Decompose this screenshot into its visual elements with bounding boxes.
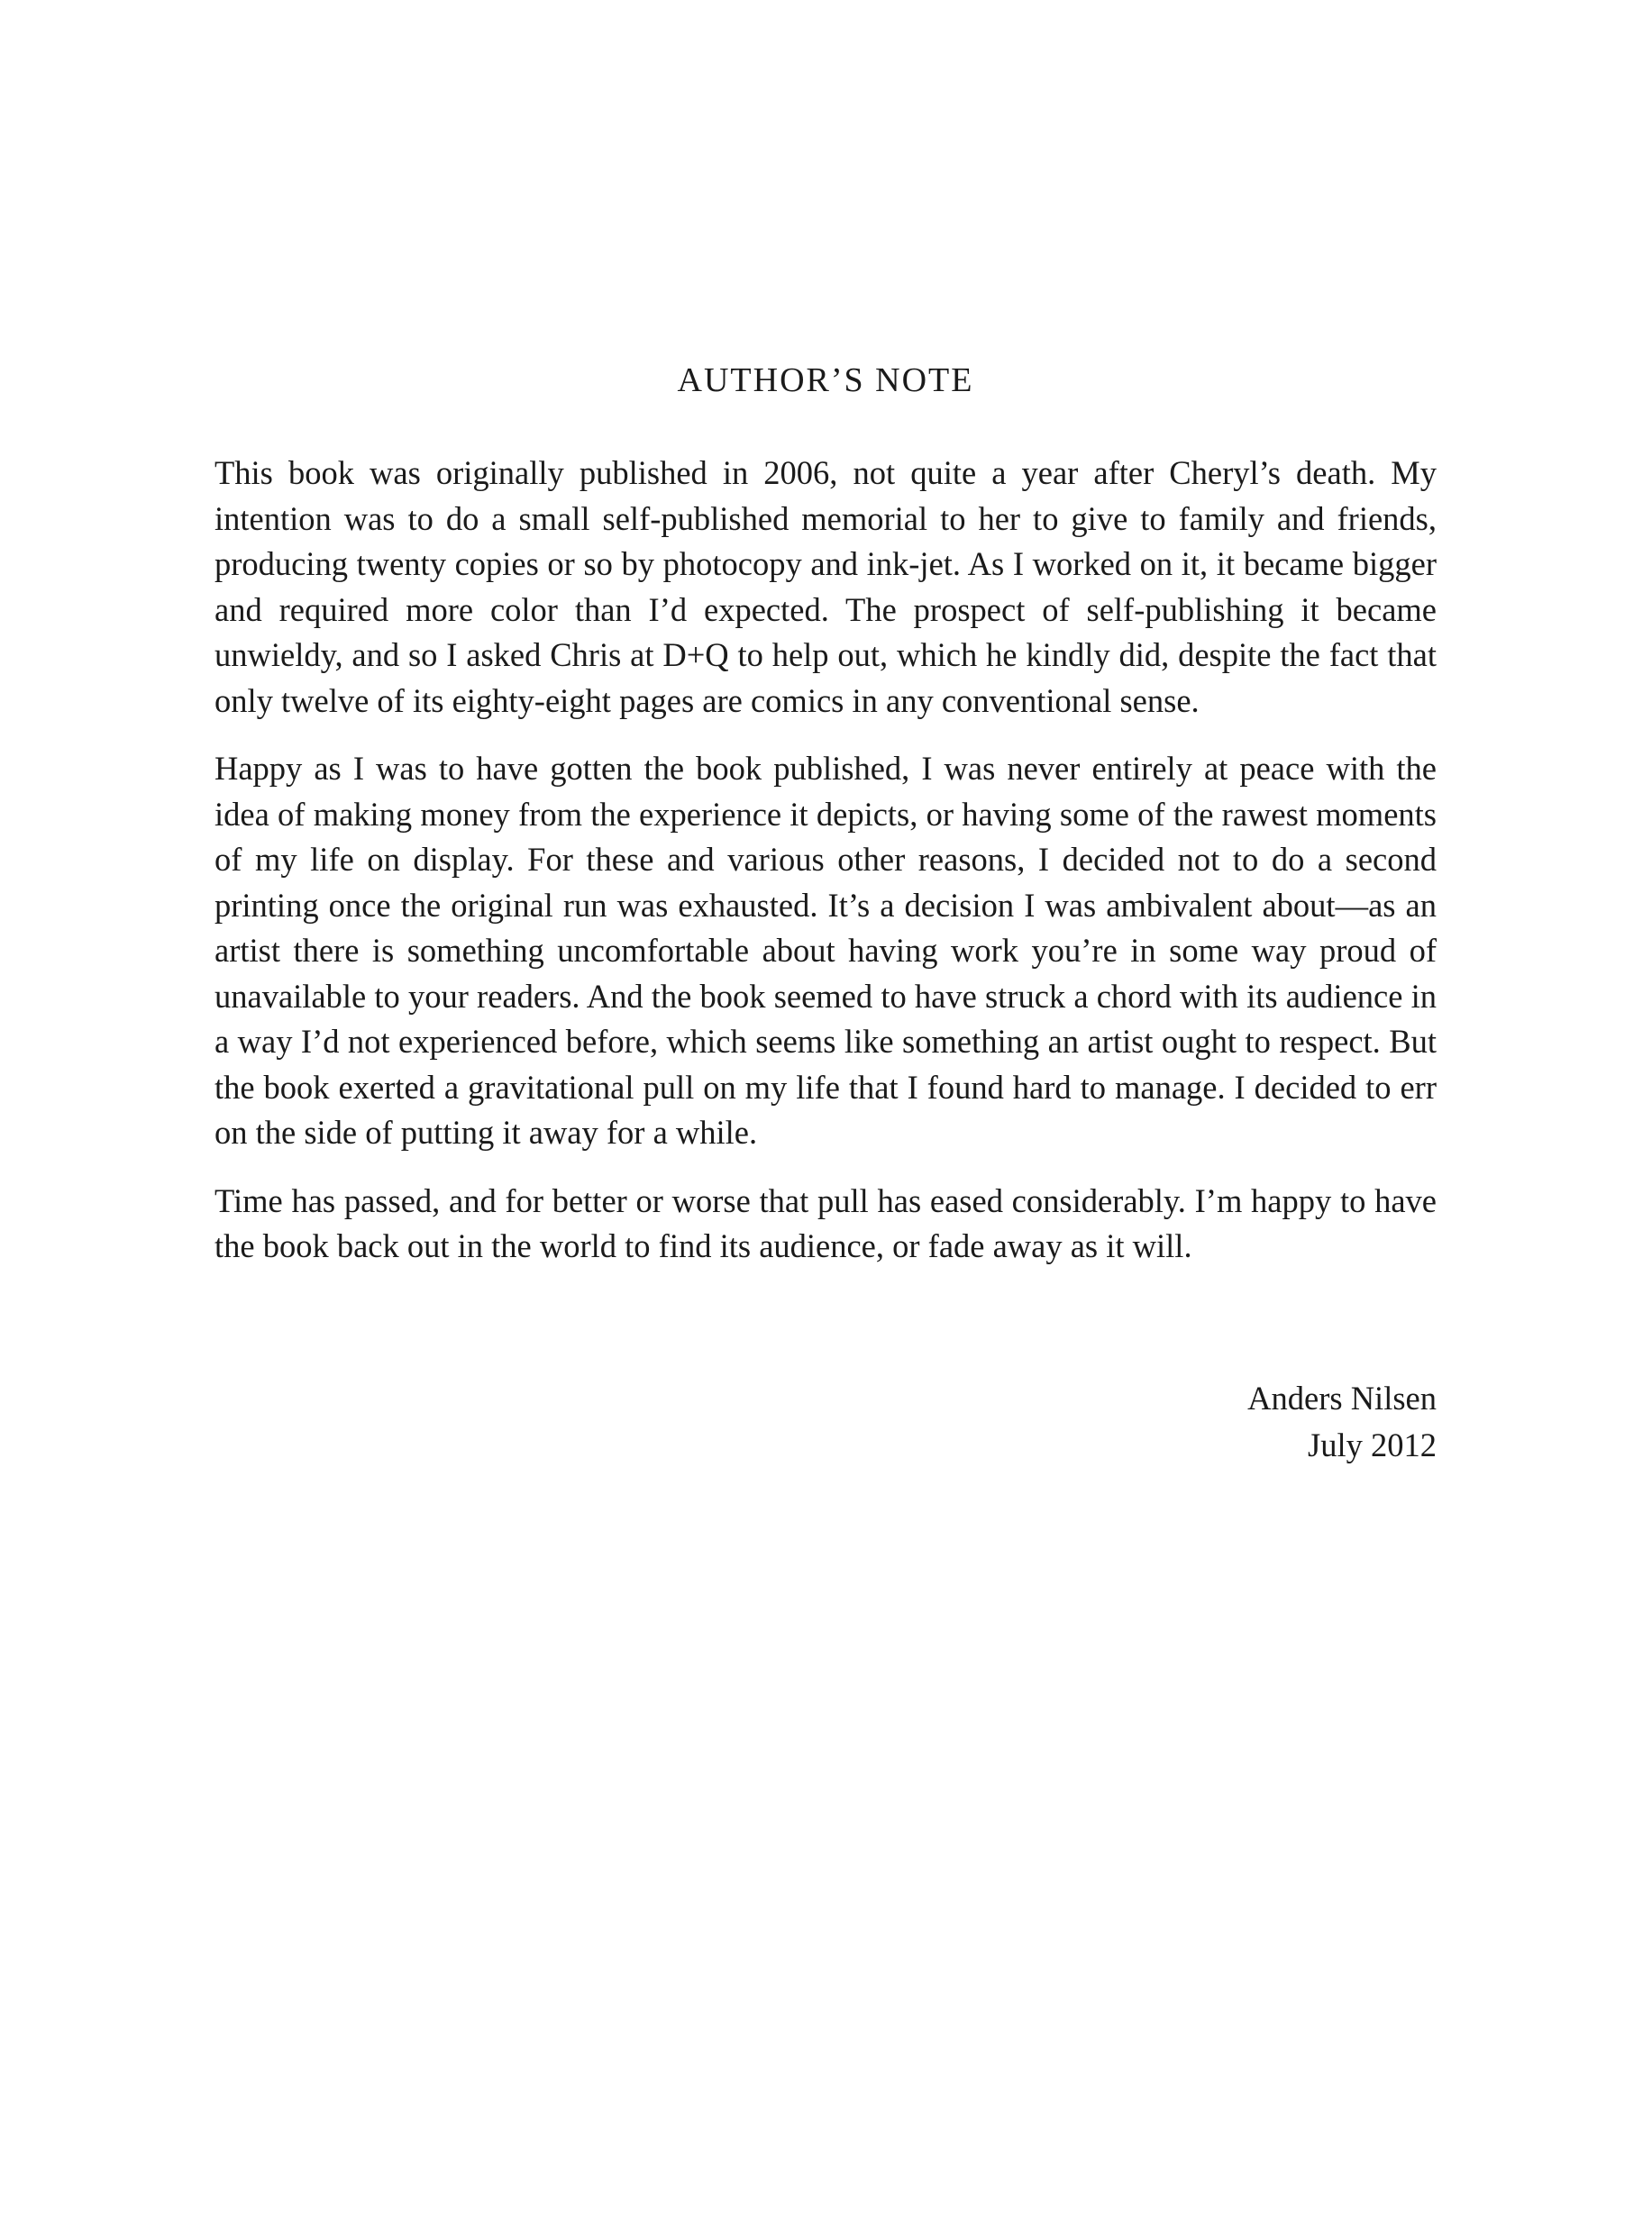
note-body [214,451,1437,1270]
author-name: Anders Nilsen [1247,1379,1437,1417]
note-date: July 2012 [1308,1426,1437,1463]
paragraph-1: This book was originally published in 2006, not quite a year after Cheryl’s death. My intention was to do a small self-published memorial to her to give to family and friends, producing twenty copies or so by photocopy and ink-jet. As I worked on it, it became bigger and required more color than I’d expected. The prospect of self-publishing it became unwieldy, and so I asked Chris at D+Q to help out, which he kindly did, despite the fact that only twelve of its eighty-eight pages are comics in any conventional sense. [214,454,1437,719]
authors-note-page [214,360,1437,1469]
page-title: AUTHOR’S NOTE [677,361,974,399]
paragraph-3: Time has passed, and for better or worse that pull has eased considerably. I’m happy to have the book back out in the world to find its audience, or fade away as it will. [214,1181,1437,1264]
paragraph-2: Happy as I was to have gotten the book published, I was never entirely at peace with the idea of making money from the experience it depicts, or having some of the rawest moments of my life on display. For these and various other reasons, I decided not to do a second printing once the original run was exhausted. It’s a decision I was ambivalent about—as an artist there is something uncomfortable about having work you’re in some way proud of unavailable to your readers. And the book seemed to have struck a chord with its audience in a way I’d not experienced before, which seems like something an artist ought to respect. But the book exerted a gravitational pull on my life that I found hard to manage. I decided to err on the side of putting it away for a while. [214,750,1437,1151]
signature-block [214,1375,1437,1469]
